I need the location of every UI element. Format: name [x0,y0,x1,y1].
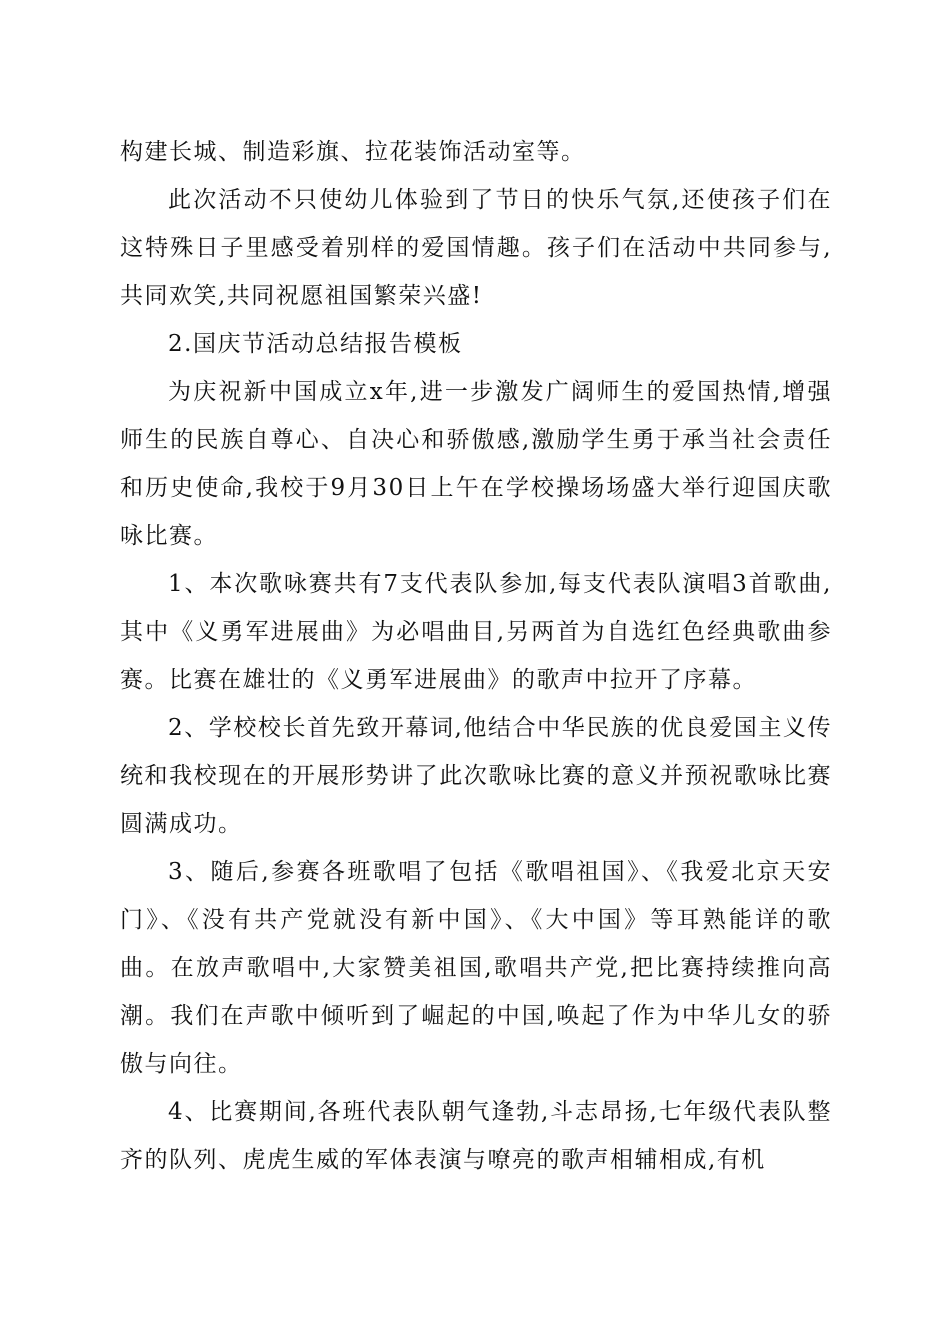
paragraph-continuation: 构建长城、制造彩旗、拉花装饰活动室等。 [120,139,586,165]
paragraph-intro: 为庆祝新中国成立x年,进一步激发广阔师生的爱国热情,增强师生的民族自尊心、自决心和骄傲感,激励学生勇于承当社会责任和历史使命,我校于9月30日上午在学校操场场盛大举行迎国庆歌咏比赛。 [120,379,832,549]
section-heading: 2.国庆节活动总结报告模板 [168,331,463,357]
document-body [120,128,832,1184]
paragraph-item-4: 4、比赛期间,各班代表队朝气逢勃,斗志昂扬,七年级代表队整齐的队列、虎虎生威的军体表演与嘹亮的歌声相辅相成,有机 [120,1099,832,1173]
paragraph-item-2: 2、学校校长首先致开幕词,他结合中华民族的优良爱国主义传统和我校现在的开展形势讲了此次歌咏比赛的意义并预祝歌咏比赛圆满成功。 [120,715,832,837]
paragraph-activity-summary: 此次活动不只使幼儿体验到了节日的快乐气氛,还使孩子们在这特殊日子里感受着别样的爱国情趣。孩子们在活动中共同参与,共同欢笑,共同祝愿祖国繁荣兴盛! [120,187,832,309]
paragraph-item-3: 3、随后,参赛各班歌唱了包括《歌唱祖国》、《我爱北京天安门》、《没有共产党就没有新中国》、《大中国》等耳熟能详的歌曲。在放声歌唱中,大家赞美祖国,歌唱共产党,把比赛持续推向高 潮。我们在声歌中倾听到了崛起的中国,唤起了作为中华儿女的骄傲与向往。 [120,859,832,1077]
paragraph-item-1: 1、本次歌咏赛共有7支代表队参加,每支代表队演唱3首歌曲,其中《义勇军进展曲》为必唱曲目,另两首为自选红色经典歌曲参赛。比赛在雄壮的《义勇军进展曲》的歌声中拉开了序幕。 [120,571,832,693]
